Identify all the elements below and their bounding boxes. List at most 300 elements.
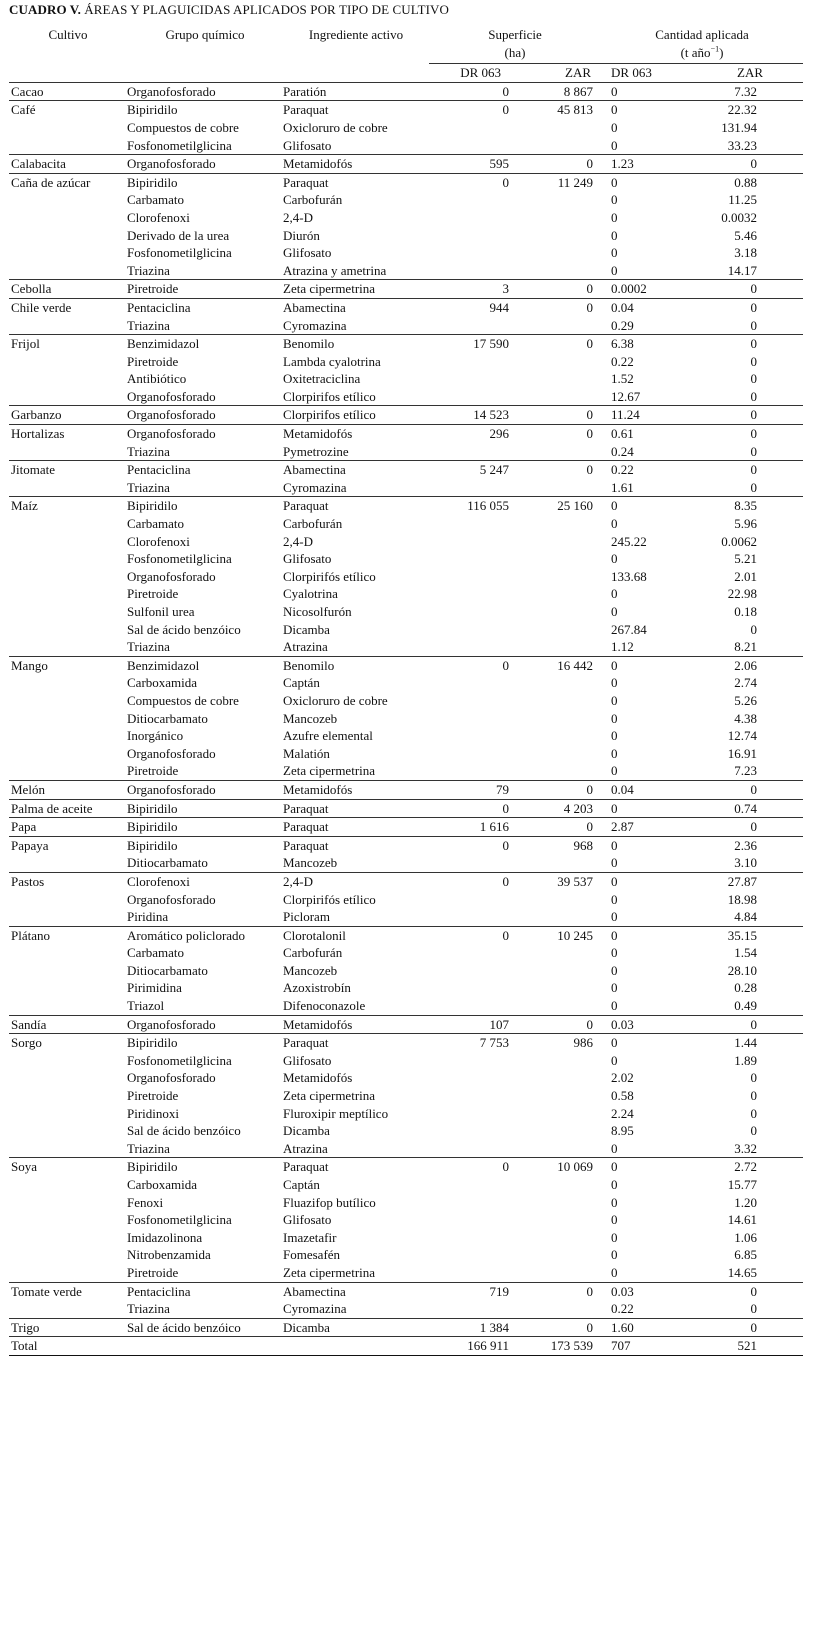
ingrediente-activo: Captán (283, 1177, 320, 1192)
ingrediente-activo: Cyromazina (283, 317, 347, 333)
cantidad-dr063: 0 (611, 962, 618, 978)
cantidad-zar-cell (698, 780, 803, 799)
grupo-quimico: Piridinoxi (127, 1105, 180, 1121)
cantidad-dr063-cell (601, 1015, 698, 1034)
superficie-dr063: 0 (502, 800, 509, 816)
cantidad-zar: 1.89 (734, 1052, 758, 1068)
cantidad-dr063: 0 (611, 1229, 618, 1245)
ingrediente-activo: Metamidofós (283, 156, 353, 172)
superficie-zar: 0 (586, 781, 594, 797)
ingrediente-activo: Fluazifop butílico (283, 1194, 376, 1210)
ingrediente-activo: Carbofurán (283, 192, 343, 208)
superficie-dr063: 17 590 (473, 336, 509, 352)
grupo-quimico-cell (127, 1015, 283, 1034)
superficie-dr063: 0 (502, 174, 509, 190)
crop-name: Mango (11, 657, 48, 673)
cantidad-dr063-cell (601, 82, 698, 101)
table-row (9, 1158, 803, 1282)
grupo-quimico: Bipiridilo (127, 800, 178, 816)
grupo-quimico: Fosfonometilglicina (127, 1052, 232, 1068)
cantidad-zar-cell (698, 101, 803, 155)
crop-name: Chile verde (11, 299, 72, 315)
grupo-quimico: Derivado de la urea (127, 227, 230, 243)
crop-name: Sandía (11, 1016, 47, 1032)
cantidad-dr063: 267.84 (611, 621, 647, 637)
cantidad-dr063-cell (601, 298, 698, 334)
cantidad-zar-cell (698, 926, 803, 1015)
grupo-quimico: Organofosforado (127, 156, 216, 172)
crop-name: Jitomate (11, 462, 56, 478)
cantidad-dr063: 0.29 (611, 317, 634, 333)
total-row (9, 1337, 803, 1356)
cantidad-dr063-cell (601, 155, 698, 174)
cantidad-dr063: 0 (611, 1264, 618, 1280)
table-number: CUADRO V. (9, 2, 81, 17)
crop-group (9, 155, 803, 174)
header-cantidad-label: Cantidad aplicada (655, 27, 749, 42)
cantidad-dr063: 245.22 (611, 533, 647, 549)
grupo-quimico: Carboxamida (127, 1177, 198, 1192)
grupo-quimico: Triazina (127, 262, 170, 278)
cantidad-zar: 4.84 (734, 909, 758, 925)
header-superficie-label: Superficie (488, 27, 542, 42)
superficie-dr063: 595 (489, 156, 509, 172)
grupo-quimico: Piretroide (127, 281, 179, 297)
crop-name: Papa (11, 819, 37, 835)
ingrediente-activo: Atrazina (283, 639, 328, 655)
ingrediente-activo-cell (283, 101, 429, 155)
cantidad-zar: 0.88 (734, 174, 758, 190)
cantidad-dr063: 0 (611, 745, 618, 761)
grupo-quimico: Clorofenoxi (127, 533, 190, 549)
cantidad-zar-cell (698, 799, 803, 818)
superficie-dr063: 107 (489, 1016, 509, 1032)
superficie-dr063: 0 (502, 102, 509, 118)
crop-name: Plátano (11, 927, 50, 943)
crop-name: Melón (11, 781, 45, 797)
grupo-quimico: Bipiridilo (127, 1035, 178, 1051)
superficie-zar: 4 203 (563, 800, 594, 816)
ingrediente-activo-cell (283, 1034, 429, 1158)
cantidad-zar: 2.01 (734, 568, 758, 584)
cantidad-dr063: 0 (611, 763, 618, 779)
cantidad-dr063: 0.22 (611, 462, 634, 478)
cantidad-dr063: 0 (611, 83, 618, 99)
cantidad-dr063: 8.95 (611, 1123, 634, 1139)
cantidad-dr063: 0 (611, 1052, 618, 1068)
grupo-quimico: Organofosforado (127, 1070, 216, 1086)
ingrediente-activo: Zeta cipermetrina (283, 1264, 376, 1280)
table-row (9, 497, 803, 656)
table-row (9, 926, 803, 1015)
ingrediente-activo: Abamectina (283, 1283, 346, 1299)
superficie-dr063: 5 247 (479, 462, 509, 478)
ingrediente-activo-cell (283, 82, 429, 101)
grupo-quimico-cell (127, 155, 283, 174)
grupo-quimico: Fosfonometilglicina (127, 137, 232, 153)
cantidad-dr063: 0.58 (611, 1088, 634, 1104)
grupo-quimico: Triazina (127, 1140, 170, 1156)
ingrediente-activo-cell (283, 425, 429, 461)
cantidad-zar: 0 (750, 336, 758, 352)
total-cant-dr063: 707 (611, 1338, 631, 1354)
grupo-quimico: Compuestos de cobre (127, 119, 239, 135)
grupo-quimico-cell (127, 82, 283, 101)
cantidad-dr063: 0.22 (611, 1301, 634, 1317)
cantidad-dr063: 11.24 (611, 407, 640, 423)
superficie-zar: 0 (586, 156, 594, 172)
crop-group (9, 836, 803, 872)
cantidad-dr063: 0 (611, 604, 618, 619)
ingrediente-activo: Paraquat (283, 819, 329, 835)
cantidad-zar: 0 (750, 1283, 758, 1299)
ingrediente-activo-cell (283, 1318, 429, 1337)
ingrediente-activo: 2,4-D (283, 873, 313, 889)
cantidad-zar: 14.61 (727, 1212, 758, 1228)
ingrediente-activo-cell (283, 298, 429, 334)
crop-name: Tomate verde (11, 1283, 82, 1299)
cantidad-zar: 0 (750, 407, 758, 423)
cantidad-dr063-cell (601, 406, 698, 425)
cantidad-zar: 8.35 (734, 498, 758, 514)
grupo-quimico: Triazina (127, 317, 170, 333)
crop-name: Calabacita (11, 156, 66, 172)
cantidad-zar-cell (698, 173, 803, 280)
grupo-quimico-cell (127, 656, 283, 780)
cantidad-zar: 0.18 (734, 604, 758, 619)
cantidad-zar: 1.20 (734, 1194, 758, 1210)
ingrediente-activo: Metamidofós (283, 1070, 353, 1086)
superficie-zar: 45 813 (557, 102, 594, 118)
ingrediente-activo-cell (283, 799, 429, 818)
grupo-quimico: Piretroide (127, 763, 179, 779)
cantidad-dr063-cell (601, 335, 698, 406)
ingrediente-activo: Pymetrozine (283, 443, 349, 459)
header-cultivo: Cultivo (48, 27, 88, 42)
cantidad-dr063: 0 (611, 945, 618, 961)
cantidad-zar: 0 (750, 1319, 758, 1335)
ingrediente-activo: Oxicloruro de cobre (283, 692, 388, 708)
table-row (9, 101, 803, 155)
grupo-quimico: Bipiridilo (127, 102, 178, 118)
cantidad-zar: 33.23 (727, 137, 758, 153)
grupo-quimico: Piretroide (127, 586, 179, 602)
cantidad-dr063: 0.04 (611, 299, 634, 315)
cantidad-zar: 3.18 (734, 245, 758, 261)
crop-name: Cebolla (11, 281, 52, 297)
ingrediente-activo: Paraquat (283, 1035, 329, 1051)
cantidad-dr063-cell (601, 425, 698, 461)
cantidad-zar-cell (698, 1318, 803, 1337)
grupo-quimico: Organofosforado (127, 407, 216, 423)
cantidad-zar: 15.77 (727, 1177, 758, 1192)
table-row (9, 406, 803, 425)
cantidad-dr063: 0.22 (611, 353, 634, 369)
superficie-zar: 8 867 (563, 83, 594, 99)
grupo-quimico: Sulfonil urea (127, 604, 195, 619)
header-superficie (429, 26, 601, 64)
table-row (9, 780, 803, 799)
cantidad-dr063: 0 (611, 516, 618, 532)
grupo-quimico: Organofosforado (127, 745, 216, 761)
ingrediente-activo: Clorpirifós etílico (283, 891, 376, 907)
grupo-quimico: Carbamato (127, 516, 185, 532)
cantidad-zar: 0 (750, 353, 758, 369)
cantidad-zar-cell (698, 497, 803, 656)
cantidad-zar: 2.74 (734, 675, 758, 691)
cantidad-dr063: 0 (611, 119, 618, 135)
grupo-quimico-cell (127, 280, 283, 299)
cantidad-dr063-cell (601, 1282, 698, 1318)
cantidad-dr063: 1.61 (611, 479, 634, 495)
grupo-quimico-cell (127, 926, 283, 1015)
ingrediente-activo: Paraquat (283, 174, 329, 190)
cantidad-zar: 0 (750, 1016, 758, 1032)
ingrediente-activo-cell (283, 780, 429, 799)
cantidad-dr063: 2.02 (611, 1070, 634, 1086)
superficie-dr063: 0 (502, 837, 509, 853)
grupo-quimico: Triazina (127, 479, 170, 495)
grupo-quimico: Triazina (127, 639, 170, 655)
total-cant-zar: 521 (737, 1338, 758, 1354)
crop-name: Café (11, 102, 36, 118)
superficie-zar: 0 (586, 1016, 594, 1032)
cantidad-dr063-cell (601, 173, 698, 280)
cantidad-zar: 0 (750, 479, 758, 495)
grupo-quimico: Organofosforado (127, 83, 216, 99)
cantidad-dr063-cell (601, 461, 698, 497)
table-row (9, 82, 803, 101)
cantidad-dr063: 0 (611, 1194, 618, 1210)
cantidad-dr063: 0.24 (611, 443, 634, 459)
cantidad-dr063: 0 (611, 498, 618, 514)
cantidad-zar: 7.23 (734, 763, 758, 779)
ingrediente-activo: Paraquat (283, 800, 329, 816)
superficie-zar: 10 069 (557, 1159, 594, 1175)
grupo-quimico: Clorofenoxi (127, 209, 190, 225)
table-row (9, 298, 803, 334)
cantidad-zar: 1.54 (734, 945, 758, 961)
grupo-quimico-cell (127, 1158, 283, 1282)
table-row (9, 173, 803, 280)
cantidad-zar: 0.74 (734, 800, 758, 816)
crop-name: Caña de azúcar (11, 174, 91, 190)
cantidad-zar: 14.65 (727, 1264, 758, 1280)
grupo-quimico: Fenoxi (127, 1194, 164, 1210)
cantidad-zar-cell (698, 82, 803, 101)
cantidad-zar: 0 (750, 1105, 758, 1121)
grupo-quimico: Organofosforado (127, 891, 216, 907)
cantidad-zar: 131.94 (721, 119, 758, 135)
crop-group (9, 497, 803, 656)
cantidad-zar: 0.0062 (721, 533, 758, 549)
cantidad-dr063: 1.23 (611, 156, 634, 172)
cantidad-dr063: 0 (611, 728, 618, 744)
crop-group (9, 82, 803, 101)
table-row (9, 818, 803, 837)
pesticide-table (9, 26, 803, 1356)
cantidad-zar: 27.87 (727, 873, 758, 889)
cantidad-dr063: 0 (611, 675, 618, 691)
grupo-quimico: Bipiridilo (127, 498, 178, 514)
cantidad-zar: 22.98 (727, 586, 758, 602)
cantidad-dr063-cell (601, 1158, 698, 1282)
grupo-quimico: Aromático policlorado (127, 927, 246, 943)
cantidad-zar: 12.74 (727, 728, 758, 744)
cantidad-zar-cell (698, 872, 803, 926)
cantidad-dr063: 1.60 (611, 1319, 634, 1335)
ingrediente-activo: Paratión (283, 83, 327, 99)
table-row (9, 1318, 803, 1337)
superficie-dr063: 3 (502, 281, 509, 297)
ingrediente-activo: Zeta cipermetrina (283, 1088, 376, 1104)
grupo-quimico: Nitrobenzamida (127, 1247, 211, 1263)
grupo-quimico-cell (127, 818, 283, 837)
cantidad-dr063-cell (601, 818, 698, 837)
ingrediente-activo-cell (283, 872, 429, 926)
cantidad-zar: 2.06 (734, 657, 758, 673)
cantidad-zar: 0 (750, 462, 758, 478)
grupo-quimico: Bipiridilo (127, 1159, 178, 1175)
cantidad-dr063: 12.67 (611, 388, 641, 404)
crop-name: Cacao (11, 83, 44, 99)
ingrediente-activo: Atrazina y ametrina (283, 262, 387, 278)
table-header (9, 26, 803, 82)
crop-group (9, 425, 803, 461)
cantidad-zar: 0 (750, 299, 758, 315)
grupo-quimico: Piretroide (127, 353, 179, 369)
header-superficie-unit: (ha) (504, 44, 526, 60)
grupo-quimico: Triazina (127, 443, 170, 459)
cantidad-dr063: 0 (611, 262, 618, 278)
cantidad-zar: 0 (750, 781, 758, 797)
cantidad-dr063-cell (601, 280, 698, 299)
ingrediente-activo: Cyromazina (283, 479, 347, 495)
grupo-quimico: Organofosforado (127, 568, 216, 584)
crop-group (9, 799, 803, 818)
ingrediente-activo: Paraquat (283, 1159, 329, 1175)
ingrediente-activo: Abamectina (283, 462, 346, 478)
grupo-quimico-cell (127, 461, 283, 497)
cantidad-zar: 14.17 (727, 262, 758, 278)
table-row (9, 335, 803, 406)
crop-group (9, 101, 803, 155)
grupo-quimico: Piridina (127, 909, 169, 925)
crop-name: Soya (11, 1159, 37, 1175)
superficie-zar: 968 (573, 837, 594, 853)
cantidad-dr063: 0 (611, 855, 618, 871)
ingrediente-activo: Fluroxipir meptílico (283, 1105, 389, 1121)
table-row (9, 461, 803, 497)
ingrediente-activo: Malatión (283, 745, 330, 761)
grupo-quimico: Fosfonometilglicina (127, 245, 232, 261)
cantidad-zar: 0 (750, 621, 758, 637)
superficie-dr063: 944 (489, 299, 509, 315)
crop-group (9, 656, 803, 780)
header-sup-zar: ZAR (565, 65, 592, 81)
ingrediente-activo: Glifosato (283, 245, 332, 261)
ingrediente-activo-cell (283, 1282, 429, 1318)
ingrediente-activo: Metamidofós (283, 781, 353, 797)
crop-name: Maíz (11, 498, 38, 514)
cantidad-zar: 16.91 (727, 745, 758, 761)
grupo-quimico-cell (127, 298, 283, 334)
cantidad-zar-cell (698, 155, 803, 174)
cantidad-dr063: 0 (611, 891, 618, 907)
cantidad-zar-cell (698, 406, 803, 425)
grupo-quimico-cell (127, 1034, 283, 1158)
grupo-quimico-cell (127, 425, 283, 461)
cantidad-dr063: 0 (611, 909, 618, 925)
cantidad-dr063: 0 (611, 873, 618, 889)
cantidad-zar: 0 (750, 1088, 758, 1104)
cantidad-dr063: 0 (611, 837, 618, 853)
table-row (9, 1015, 803, 1034)
grupo-quimico: Carbamato (127, 192, 185, 208)
cantidad-dr063-cell (601, 1034, 698, 1158)
crop-name: Pastos (11, 873, 45, 889)
ingrediente-activo: Mancozeb (283, 962, 338, 978)
superficie-zar: 0 (586, 336, 594, 352)
cantidad-zar: 0 (750, 371, 758, 387)
superficie-zar: 16 442 (557, 657, 594, 673)
grupo-quimico-cell (127, 872, 283, 926)
ingrediente-activo: Mancozeb (283, 710, 338, 726)
table-row (9, 1034, 803, 1158)
ingrediente-activo: Fomesafén (283, 1247, 341, 1263)
table-caption: ÁREAS Y PLAGUICIDAS APLICADOS POR TIPO DE CULTIVO (80, 2, 450, 17)
cantidad-zar: 0.28 (734, 980, 758, 996)
grupo-quimico-cell (127, 101, 283, 155)
grupo-quimico-cell (127, 335, 283, 406)
superficie-zar: 0 (586, 281, 594, 297)
superficie-dr063: 1 616 (479, 819, 509, 835)
cantidad-zar: 3.32 (734, 1140, 758, 1156)
grupo-quimico-cell (127, 497, 283, 656)
crop-name: Palma de aceite (11, 800, 93, 816)
crop-group (9, 872, 803, 926)
table-row (9, 799, 803, 818)
grupo-quimico: Pirimidina (127, 980, 182, 996)
superficie-dr063: 0 (502, 657, 509, 673)
ingrediente-activo-cell (283, 926, 429, 1015)
cantidad-zar: 6.85 (734, 1247, 758, 1263)
cantidad-dr063: 0 (611, 1212, 618, 1228)
ingrediente-activo: Imazetafir (283, 1229, 337, 1245)
grupo-quimico: Organofosforado (127, 388, 216, 404)
superficie-dr063: 719 (489, 1283, 509, 1299)
ingrediente-activo-cell (283, 406, 429, 425)
cantidad-zar: 0 (750, 819, 758, 835)
ingrediente-activo: Carbofurán (283, 945, 343, 961)
ingrediente-activo: Paraquat (283, 102, 329, 118)
cantidad-dr063-cell (601, 101, 698, 155)
cantidad-zar: 5.96 (734, 516, 758, 532)
table-row (9, 280, 803, 299)
grupo-quimico: Carboxamida (127, 675, 198, 691)
superficie-dr063: 0 (502, 83, 509, 99)
cantidad-zar: 0 (750, 317, 758, 333)
cantidad-dr063: 0 (611, 692, 618, 708)
cantidad-zar: 18.98 (727, 891, 758, 907)
ingrediente-activo: Azufre elemental (283, 728, 373, 744)
crop-group (9, 818, 803, 837)
cantidad-zar-cell (698, 836, 803, 872)
cantidad-dr063: 0 (611, 980, 618, 996)
grupo-quimico: Bipiridilo (127, 837, 178, 853)
cantidad-dr063: 0 (611, 710, 618, 726)
cantidad-zar-cell (698, 818, 803, 837)
